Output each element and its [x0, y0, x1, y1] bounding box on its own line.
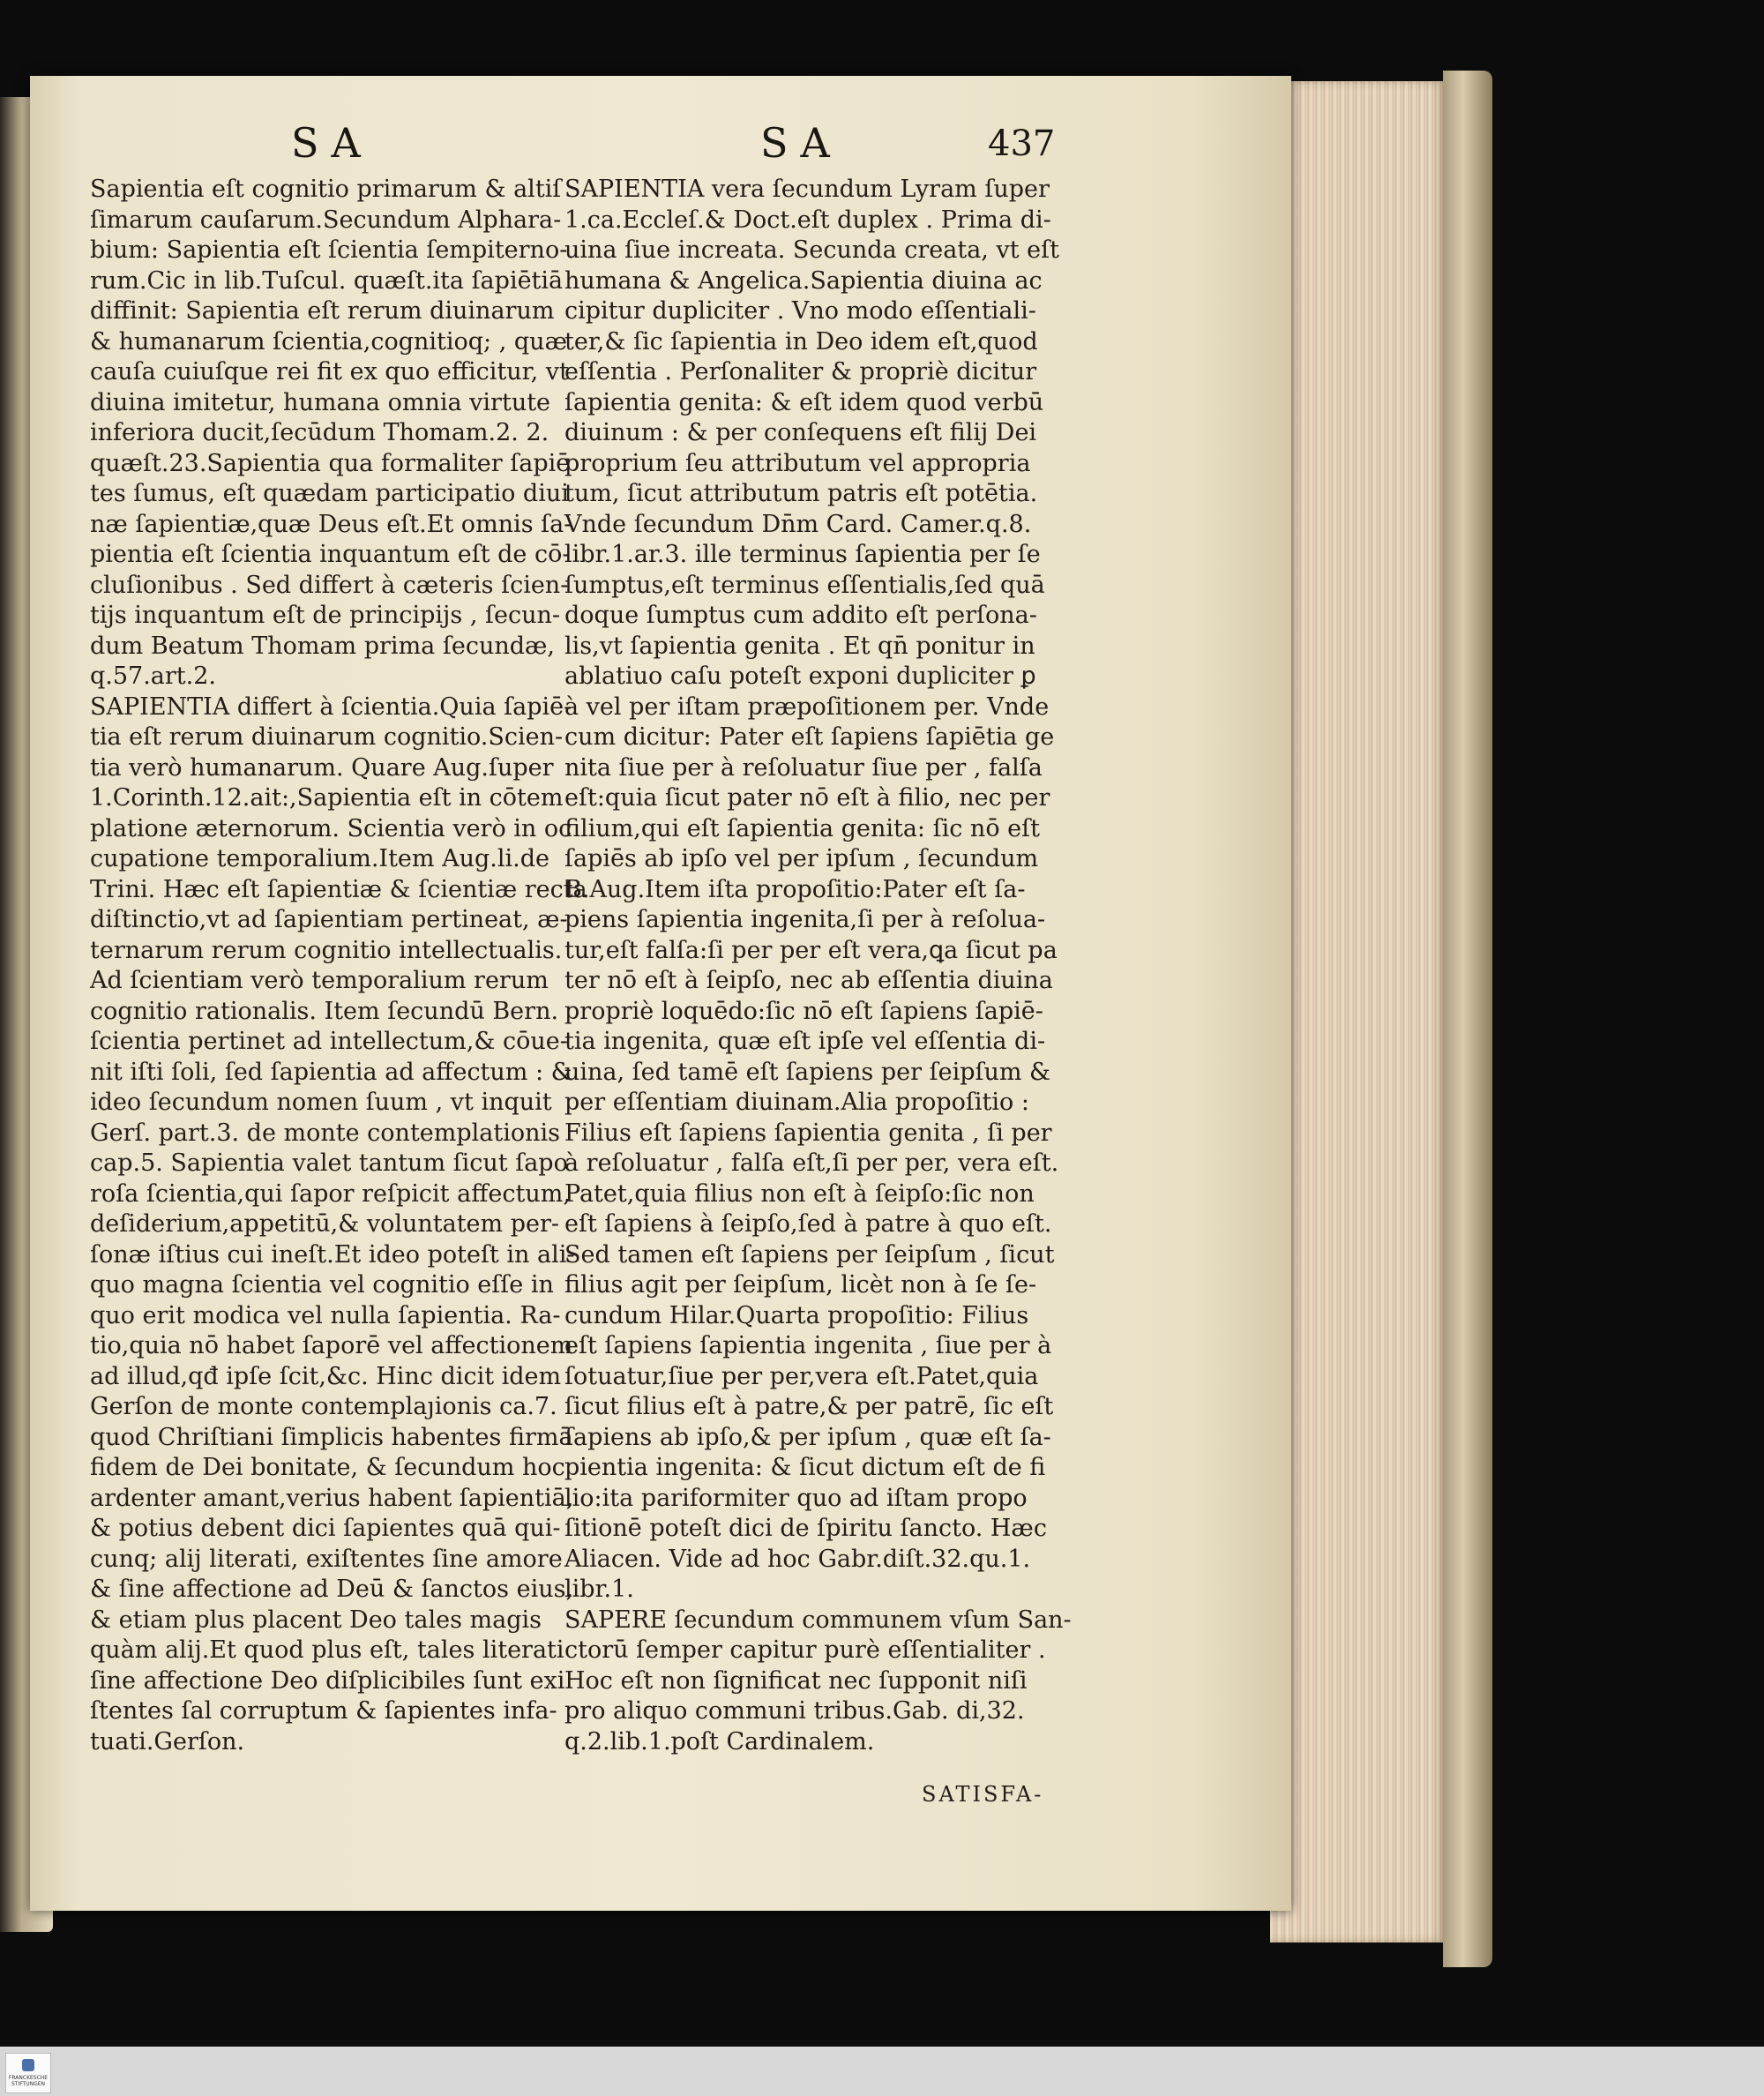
text-line: ablatiuo caſu poteſt exponi dupliciter ꝑ	[564, 662, 1036, 690]
text-line: pro aliquo communi tribus.Gab. di,32.	[564, 1697, 1025, 1725]
text-line: ctorū ſemper capitur purè eſſentialiter .	[564, 1636, 1046, 1664]
text-line: Sapientia eſt cognitio primarum & altiſ	[90, 176, 562, 203]
text-line: q.57.art.2.	[90, 662, 217, 690]
text-line: B.Aug.Item iſta propoſitio:Pater eſt ſa-	[564, 875, 1026, 903]
text-line: quo erit modica vel nulla ſapientia. Ra-	[90, 1301, 561, 1329]
text-line: Hoc eſt non ſignificat nec ſupponit niſi	[564, 1666, 1028, 1695]
text-line: roſa ſcientia,qui ſapor reſpicit affectum,	[90, 1179, 571, 1208]
text-line: propriè loquēdo:ſic nō eſt ſapiens ſapiē-	[564, 997, 1043, 1025]
text-line: SAPERE ſecundum communem vſum San-	[564, 1606, 1072, 1634]
text-line: eſt ſapiens ſapientia ingenita , ſiue per à	[564, 1332, 1052, 1359]
text-line: 1.Corinth.12.ait:,Sapientia eſt in cōtem	[90, 784, 564, 812]
text-line: tia ingenita, quæ eſt ipſe vel eſſentia di-	[564, 1028, 1046, 1055]
text-line: cum dicitur: Pater eſt ſapiens ſapiētia ge	[564, 723, 1055, 751]
text-line: quàm alij.Et quod plus eſt, tales literati	[90, 1636, 564, 1664]
text-line: tia eſt rerum diuinarum cognitio.Scien-	[90, 723, 564, 751]
text-line: ideo ſecundum nomen ſuum , vt inquit	[90, 1089, 552, 1116]
library-logo[interactable]	[5, 2053, 51, 2093]
text-line: diſtinctio,vt ad ſapientiam pertineat, æ-	[90, 906, 568, 933]
text-line: ſimarum cauſarum.Secundum Alphara-	[90, 206, 562, 234]
text-line: diuinum : & per conſequens eſt filij Dei	[564, 419, 1037, 446]
text-line: & ſine affectione ad Deū & ſanctos eius,	[90, 1576, 574, 1603]
text-line: cipitur dupliciter . Vno modo eſſentiali-	[564, 297, 1036, 325]
text-line: Sed tamen eſt ſapiens per ſeipſum , ſicut	[564, 1240, 1055, 1269]
text-line: ſine affectione Deo diſplicibiles ſunt exi	[90, 1666, 565, 1695]
text-line: ardenter amant,verius habent ſapientiā,	[90, 1484, 574, 1512]
text-line: cundum Hilar.Quarta propoſitio: Filius	[564, 1301, 1029, 1329]
text-line: à vel per iſtam præpoſitionem per. Vnde	[564, 692, 1050, 721]
text-line: cap.5. Sapientia valet tantum ſicut ſapo	[90, 1149, 568, 1177]
library-logo-icon	[22, 2059, 34, 2071]
text-line: Patet,quia filius non eſt à ſeipſo:ſic non	[564, 1179, 1035, 1208]
text-line: diffinit: Sapientia eſt rerum diuinarum	[90, 297, 555, 325]
text-line: Ad ſcientiam verò temporalium rerum	[90, 967, 549, 994]
text-line: & etiam plus placent Deo tales magis	[90, 1606, 542, 1634]
text-line: per eſſentiam diuinam.Alia propoſitio :	[564, 1089, 1029, 1116]
text-line: Filius eſt ſapiens ſapientia genita , ſi per	[564, 1119, 1052, 1147]
text-column-right	[564, 175, 1094, 1757]
text-line: ſitionē poteſt dici de ſpiritu ſancto. Hæc	[564, 1515, 1047, 1542]
text-line: libr.1.	[564, 1576, 634, 1603]
text-line: nita ſiue per à reſoluatur ſiue per , falſa	[564, 753, 1043, 782]
text-line: diuina imitetur, humana omnia virtute	[90, 388, 551, 416]
text-line: proprium ſeu attributum vel appropria	[564, 449, 1031, 477]
text-line: platione æternorum. Scientia verò in oc	[90, 814, 572, 842]
text-line: tuati.Gerſon.	[90, 1727, 245, 1755]
text-line: cluſionibus . Sed differt à cæteris ſcien-	[90, 571, 569, 599]
text-line: tio,quia nō habet ſaporē vel affectionem	[90, 1332, 573, 1359]
text-line: lio:ita pariformiter quo ad iſtam propo	[564, 1484, 1028, 1512]
text-line: q.2.lib.1.poſt Cardinalem.	[564, 1727, 875, 1755]
text-line: ſonæ iſtius cui ineſt.Et ideo poteſt in ali-	[90, 1240, 575, 1269]
text-line: eſſentia . Perſonaliter & propriè dicitur	[564, 358, 1037, 386]
text-line: tur,eſt falſa:ſi per per eſt vera,ꝗa ſicut pa	[564, 936, 1058, 964]
library-logo-text: FRANCKESCHE STIFTUNGEN	[8, 2075, 49, 2087]
text-line: tum, ſicut attributum patris eſt potētia.	[564, 480, 1038, 507]
viewer-footer	[0, 2047, 1764, 2096]
text-line: eſt:quia ſicut pater nō eſt à filio, nec per	[564, 784, 1050, 812]
text-line: Gerſ. part.3. de monte contemplationis	[90, 1119, 561, 1147]
text-line: cognitio rationalis. Item ſecundū Bern.	[90, 997, 559, 1025]
text-line: ſcientia pertinet ad intellectum,& cōue-	[90, 1028, 568, 1055]
running-head-left: SA	[291, 119, 373, 167]
text-line: ſotuatur,ſiue per per,vera eſt.Patet,quia	[564, 1362, 1039, 1390]
text-line: tes ſumus, eſt quædam participatio diui	[90, 480, 569, 507]
text-line: uina ſiue increata. Secunda creata, vt eſt	[564, 236, 1059, 264]
text-line: SAPIENTIA vera ſecundum Lyram ſuper	[564, 176, 1050, 203]
text-line: dum Beatum Thomam prima ſecundæ,	[90, 632, 555, 660]
text-line: nit iſti ſoli, ſed ſapientia ad affectum : &	[90, 1058, 572, 1086]
text-line: à reſoluatur , falſa eſt,ſi per per, vera eſt.	[564, 1149, 1059, 1177]
text-line: cunq; alij literati, exiſtentes ſine amore	[90, 1545, 563, 1573]
text-line: libr.1.ar.3. ille terminus ſapientia per ſe	[564, 541, 1041, 568]
text-line: ſicut filius eſt à patre,& per patrē, ſic eſt	[564, 1393, 1054, 1420]
text-line: quod Chriſtiani ſimplicis habentes firmā	[90, 1423, 573, 1451]
text-line: Aliacen. Vide ad hoc Gabr.diſt.32.qu.1.	[564, 1545, 1031, 1573]
text-line: ternarum rerum cognitio intellectualis.	[90, 936, 563, 964]
text-line: ſumptus,eſt terminus eſſentialis,ſed quā	[564, 571, 1045, 599]
text-line: deſiderium,appetitū,& voluntatem per-	[90, 1210, 560, 1238]
text-line: fidem de Dei bonitate, & ſecundum hoc	[90, 1454, 565, 1481]
text-line: ſapiēs ab ipſo vel per ipſum , ſecundum	[564, 845, 1039, 872]
text-line: cauſa cuiuſque rei fit ex quo efficitur, vt	[90, 358, 569, 386]
text-line: ter,& ſic ſapientia in Deo idem eſt,quod	[564, 327, 1038, 356]
text-line: & potius debent dici ſapientes quā qui-	[90, 1515, 561, 1542]
text-line: pientia ingenita: & ſicut dictum eſt de fi	[564, 1454, 1046, 1481]
text-line: quo magna ſcientia vel cognitio eſſe in	[90, 1271, 554, 1299]
text-line: doque ſumptus cum addito eſt perſona-	[564, 602, 1037, 629]
text-column-left	[90, 175, 587, 1757]
catchword: SATISFA-	[922, 1782, 1044, 1807]
text-line: ad illud,qđ ipſe ſcit,&c. Hinc dicit idem	[90, 1362, 562, 1390]
text-line: Trini. Hæc eſt ſapientiæ & ſcientiæ recta	[90, 875, 587, 903]
text-line: pientia eſt ſcientia inquantum eſt de cō-	[90, 541, 571, 568]
text-line: rum.Cic in lib.Tuſcul. quæſt.ita ſapiētiā	[90, 266, 564, 295]
text-line: ſapientia genita: & eſt idem quod verbū	[564, 388, 1044, 416]
text-line: ter nō eſt à ſeipſo, nec ab eſſentia diuina	[564, 967, 1053, 994]
text-line: 1.ca.Eccleſ.& Doct.eſt duplex . Prima di-	[564, 206, 1051, 234]
text-line: cupatione temporalium.Item Aug.li.de	[90, 845, 549, 872]
text-line: SAPIENTIA differt à ſcientia.Quia ſapiē-	[90, 692, 572, 721]
text-line: filium,qui eſt ſapientia genita: ſic nō eſt	[564, 814, 1040, 842]
text-line: quæſt.23.Sapientia qua formaliter ſapiē	[90, 449, 571, 477]
text-line: næ ſapientiæ,quæ Deus eſt.Et omnis ſa-	[90, 510, 572, 538]
text-line: filius agit per ſeipſum, licèt non à ſe ſe-	[564, 1271, 1037, 1299]
page-number: 437	[988, 124, 1056, 164]
text-line: lis,vt ſapientia genita . Et qn̄ ponitur in	[564, 632, 1035, 660]
text-line: Vnde ſecundum Dn̄m Card. Camer.q.8.	[564, 510, 1032, 538]
text-line: & humanarum ſcientia,cognitioq; , quæ	[90, 327, 567, 356]
text-line: humana & Angelica.Sapientia diuina ac	[564, 266, 1043, 295]
page-edges	[1270, 81, 1446, 1943]
text-line: bium: Sapientia eſt ſcientia ſempiterno-	[90, 236, 568, 264]
text-line: ſapiens ab ipſo,& per ipſum , quæ eſt ſa-	[564, 1423, 1051, 1451]
text-line: tijs inquantum eſt de principijs , ſecun-	[90, 602, 561, 629]
text-line: uina, ſed tamē eſt ſapiens per ſeipſum &	[564, 1058, 1051, 1086]
running-head-right: SA	[760, 119, 842, 167]
text-line: inferiora ducit,ſecūdum Thomam.2. 2.	[90, 419, 549, 446]
text-line: eſt ſapiens à ſeipſo,ſed à patre à quo eſt.	[564, 1210, 1052, 1238]
book-cover	[1443, 71, 1492, 1967]
text-line: piens ſapientia ingenita,ſi per à reſolua-	[564, 906, 1046, 933]
text-line: tia verò humanarum. Quare Aug.ſuper	[90, 753, 554, 782]
text-line: Gerſon de monte contemplaȷionis ca.7.	[90, 1393, 557, 1420]
text-line: ſtentes ſal corruptum & ſapientes infa-	[90, 1697, 557, 1725]
